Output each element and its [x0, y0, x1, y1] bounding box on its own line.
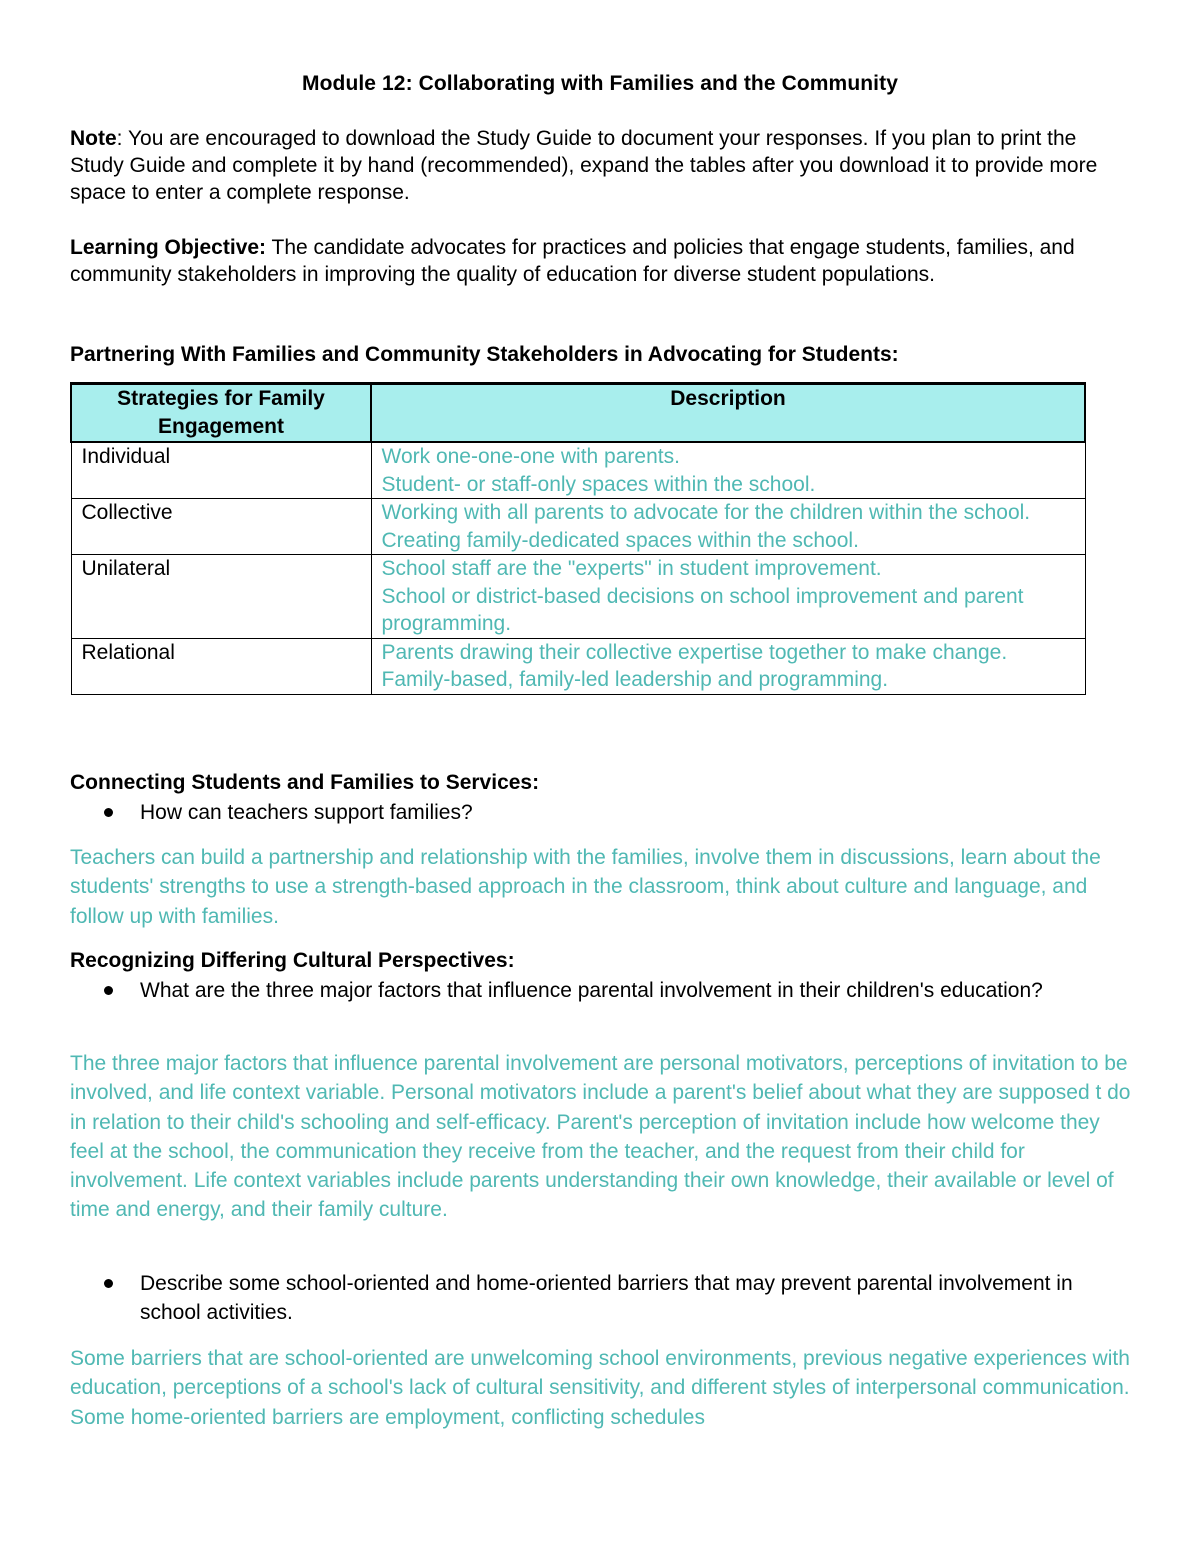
description-line: Parents drawing their collective expertise together to make change. [381, 640, 1008, 664]
bullet-icon [104, 1279, 113, 1288]
description-cell [371, 638, 1085, 694]
bullet-icon [104, 986, 113, 995]
note-text: : You are encouraged to download the Study Guide to document your responses. If you plan to print the Study Guide and complete it by hand (recommended), expand the tables after you download it to provide more space to enter a complete response. [70, 127, 1098, 204]
page-title: Module 12: Collaborating with Families and the Community [302, 72, 898, 95]
description-line: Work one-one-one with parents. [381, 445, 680, 468]
description-line: Student- or staff-only spaces within the school. [381, 472, 816, 496]
question-text: How can teachers support families? [140, 801, 473, 824]
connecting-heading: Connecting Students and Families to Services: [70, 771, 540, 794]
description-line: School staff are the "experts" in student improvement. [381, 557, 882, 580]
table-row [71, 499, 1085, 555]
table-row [71, 555, 1085, 639]
description-line: School or district-based decisions on school improvement and parent programming. [381, 584, 1024, 635]
objective-label: Learning Objective: [70, 236, 267, 259]
description-line: Creating family-dedicated spaces within the school. [381, 528, 859, 552]
description-cell [371, 499, 1085, 555]
recognizing-heading: Recognizing Differing Cultural Perspectives: [70, 949, 515, 972]
question-text: Describe some school-oriented and home-oriented barriers that may prevent parental involvement in school activities. [140, 1272, 1073, 1324]
objective-text: The candidate advocates for practices and policies that engage students, families, and community stakeholders in improving the quality of education for diverse student populations. [70, 236, 1075, 286]
description-cell [371, 442, 1085, 499]
table-row [71, 442, 1085, 499]
strategy-cell: Unilateral [71, 555, 371, 639]
answer-paragraph: Some barriers that are school-oriented are unwelcoming school environments, previous negative experiences with education, perceptions of a school's lack of cultural sensitivity, and different styles of interpersonal communication. Some home-oriented barriers are employment, conflicting schedules [70, 1347, 1130, 1429]
answer-paragraph: The three major factors that influence parental involvement are personal motivators, perceptions of invitation to be involved, and life context variable. Personal motivators include a parent's belief about what they are supposed t do in relation to their child's schooling and self-efficacy. Parent's perception of invitation include how welcome they feel at the school, the communication they receive from the teacher, and the request from their child for involvement. Life context variables include parents understanding their own knowledge, their available or level of time and energy, and their family culture. [70, 1052, 1131, 1222]
table-header-row [71, 384, 1085, 443]
strategies-table [70, 382, 1086, 695]
table-row [71, 638, 1085, 694]
answer-paragraph: Teachers can build a partnership and relationship with the families, involve them in discussions, learn about the students' strengths to use a strength-based approach in the classroom, think about culture and language, and follow up with families. [70, 846, 1101, 928]
description-line: Working with all parents to advocate for the children within the school. [381, 501, 1031, 524]
question-text: What are the three major factors that influence parental involvement in their children's education? [140, 979, 1043, 1002]
strategy-cell: Relational [71, 638, 371, 694]
objective-paragraph [70, 234, 1130, 288]
description-line: Family-based, family-led leadership and programming. [381, 668, 889, 691]
strategy-cell: Individual [71, 442, 371, 499]
table-header-strategy: Strategies for Family Engagement [71, 384, 371, 443]
note-label: Note [70, 127, 117, 150]
table-header-description: Description [371, 384, 1085, 443]
note-paragraph [70, 125, 1130, 206]
partnering-heading: Partnering With Families and Community Stakeholders in Advocating for Students: [70, 343, 899, 366]
bullet-icon [104, 808, 113, 817]
description-cell [371, 555, 1085, 639]
strategy-cell: Collective [71, 499, 371, 555]
